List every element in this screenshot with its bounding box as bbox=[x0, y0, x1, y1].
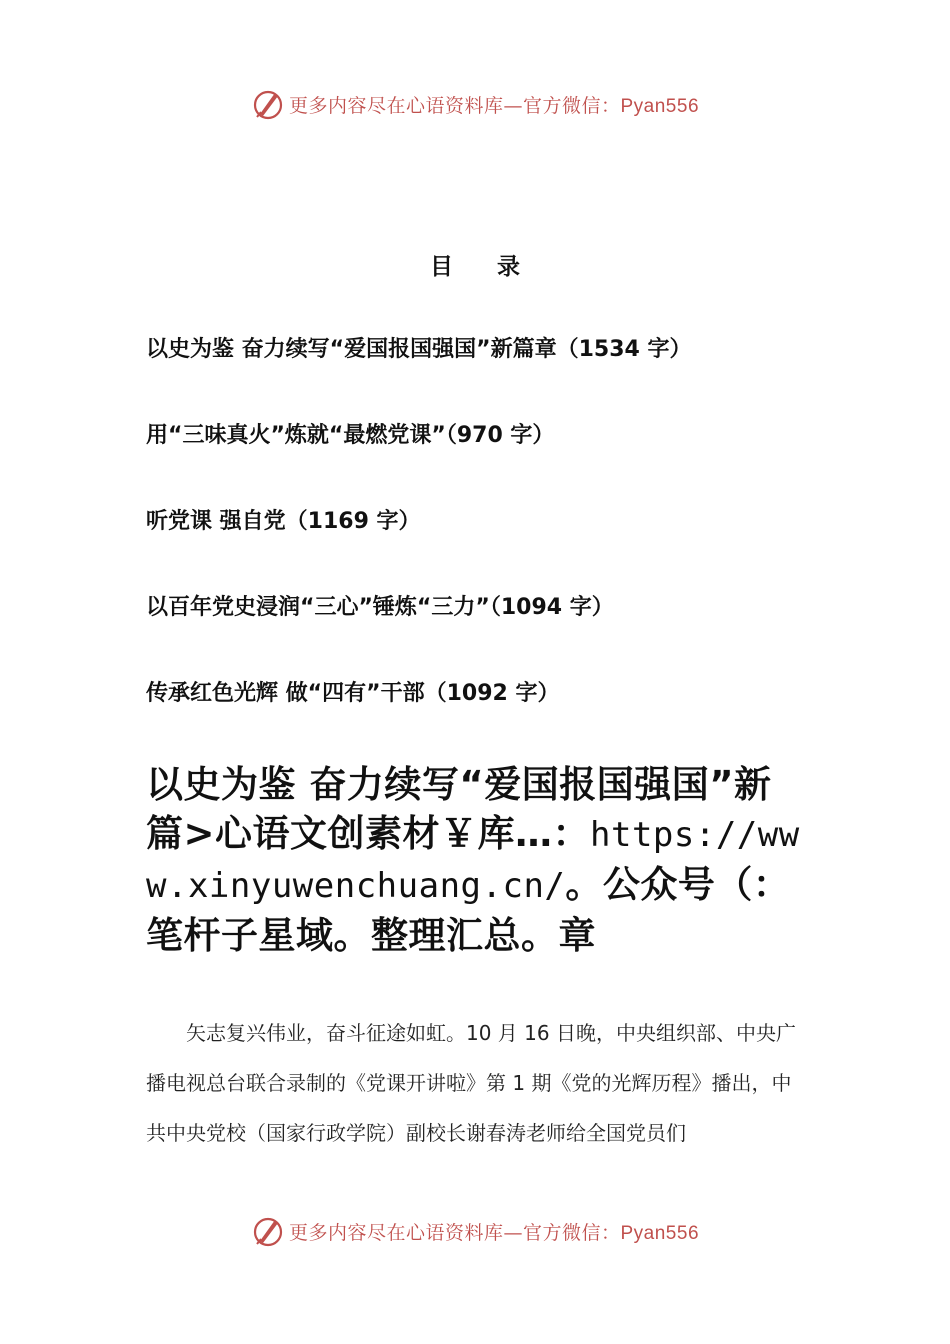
table-of-contents bbox=[146, 332, 846, 762]
toc-item[interactable]: 以百年党史浸润“三心”锤炼“三力”（1094 字） bbox=[146, 595, 614, 620]
title-url: https://www.xinyuwenchuang.cn/ bbox=[146, 815, 800, 906]
toc-title: 目 录 bbox=[429, 254, 538, 280]
toc-item[interactable]: 听党课 强自党（1169 字） bbox=[146, 509, 421, 534]
toc-item[interactable]: 用“三味真火”炼就“最燃党课”（970 字） bbox=[146, 423, 555, 448]
toc-item[interactable]: 以史为鉴 奋力续写“爱国报国强国”新篇章（1534 字） bbox=[146, 337, 692, 362]
quill-logo-icon bbox=[251, 1214, 285, 1248]
quill-logo-icon bbox=[251, 87, 285, 121]
wechat-id: Pyan556 bbox=[620, 1222, 700, 1244]
article-body: 矢志复兴伟业，奋斗征途如虹。10 月 16 日晚，中央组织部、中央广播电视总台联合录制的《党课开讲啦》第 1 期《党的光辉历程》播出，中共中央党校（国家行政学院）副校长谢春涛老师给全国党员们 bbox=[146, 1021, 796, 1145]
article-title: 以史为鉴 奋力续写“爱国报国强国”新篇>心语文创素材￥库…：https://www.xinyuwenchuang.cn/。公众号（：笔杆子星域。整理汇总。章 bbox=[146, 763, 800, 957]
toc-item[interactable]: 传承红色光辉 做“四有”干部（1092 字） bbox=[146, 681, 560, 706]
footer-banner bbox=[0, 1211, 950, 1251]
header-banner bbox=[0, 84, 950, 124]
banner-text: 更多内容尽在心语资料库—官方微信：Pyan556 bbox=[288, 1221, 700, 1244]
wechat-id: Pyan556 bbox=[620, 95, 700, 117]
banner-text: 更多内容尽在心语资料库—官方微信：Pyan556 bbox=[288, 94, 700, 117]
